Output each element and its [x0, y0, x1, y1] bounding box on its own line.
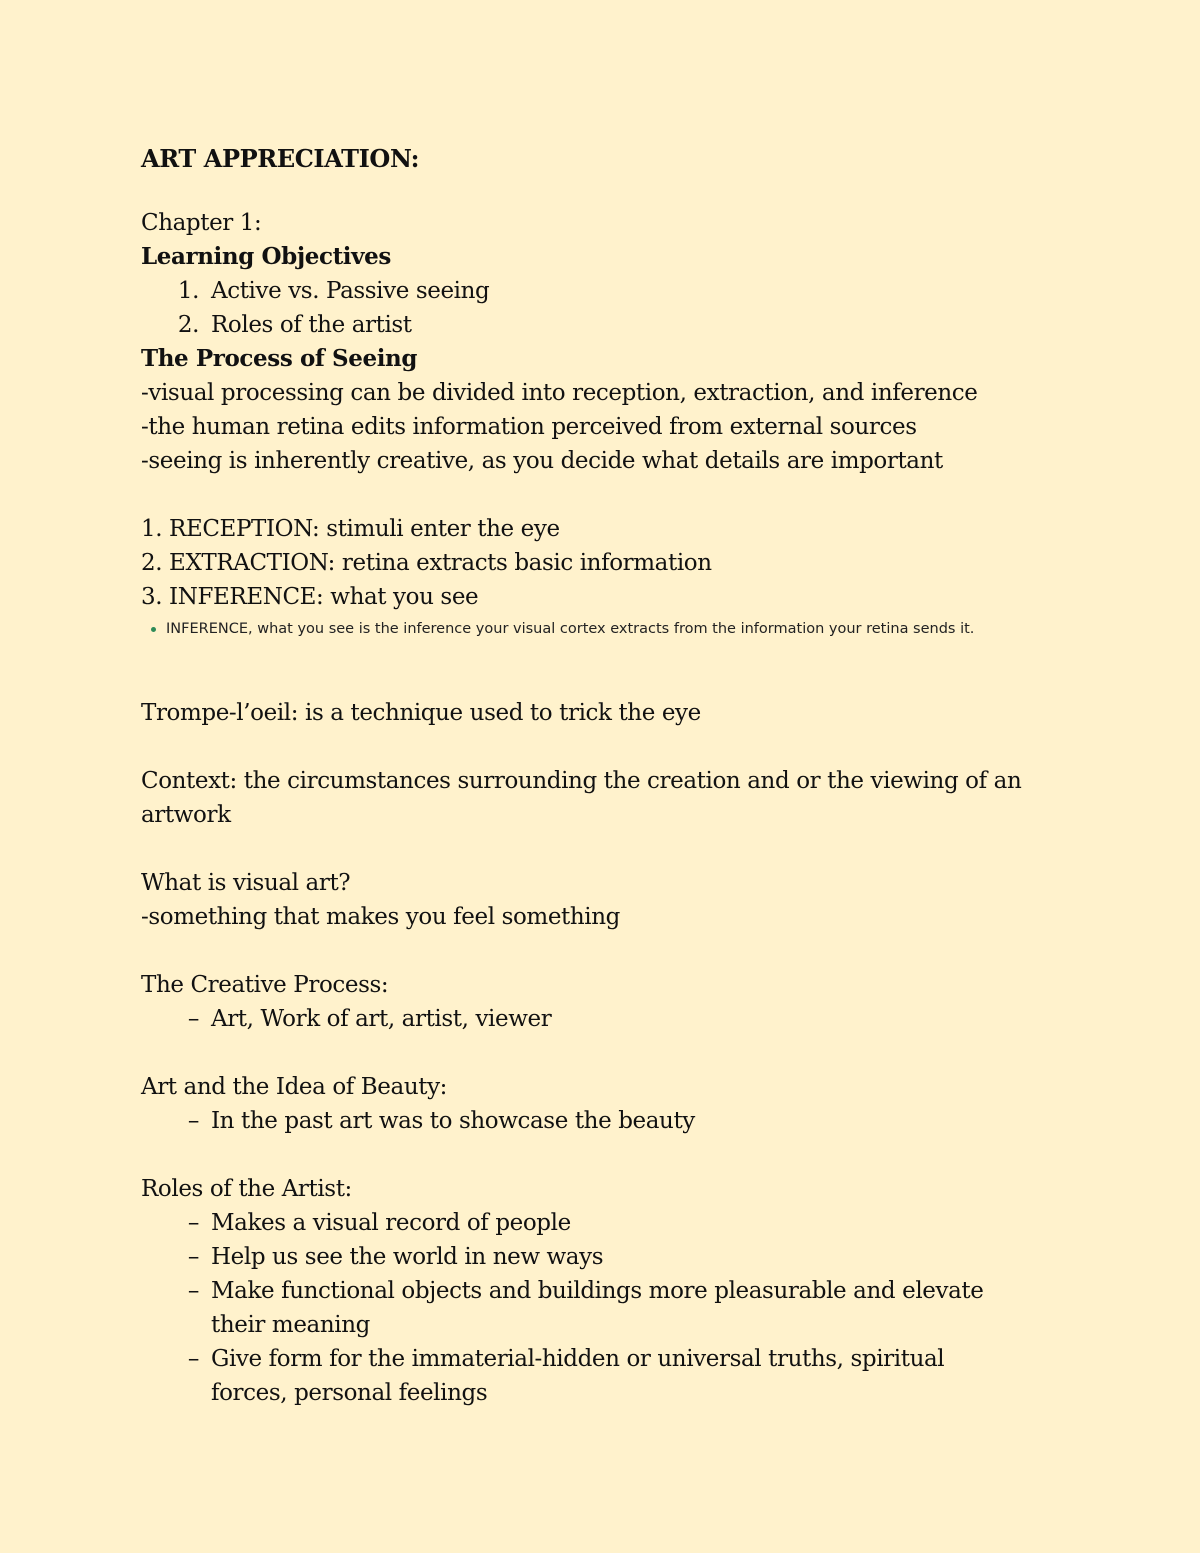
dash-marker: – — [187, 1278, 199, 1304]
objective-item — [141, 308, 1061, 342]
role-item-text: Give form for the immaterial-hidden or universal truths, spiritual forces, personal feelings — [211, 1346, 945, 1406]
stage-item: 3. INFERENCE: what you see — [141, 584, 479, 610]
role-item — [141, 1206, 1061, 1240]
dash-marker: – — [187, 1108, 199, 1134]
document-page — [141, 140, 1061, 1410]
spacer — [141, 644, 1061, 696]
visual-art-question: What is visual art? — [141, 870, 351, 896]
creative-item — [141, 1002, 1061, 1036]
spacer — [141, 832, 1061, 866]
bullet-icon — [151, 627, 156, 632]
creative-heading: The Creative Process: — [141, 972, 389, 998]
role-item — [141, 1342, 1001, 1410]
stage-item: 2. EXTRACTION: retina extracts basic information — [141, 550, 712, 576]
document-title: ART APPRECIATION: — [141, 144, 420, 173]
beauty-item-text: In the past art was to showcase the beauty — [211, 1108, 695, 1134]
spacer — [141, 730, 1061, 764]
spacer — [141, 178, 1061, 206]
process-heading: The Process of Seeing — [141, 345, 418, 372]
role-item-text: Help us see the world in new ways — [211, 1244, 604, 1270]
dash-marker: – — [187, 1210, 199, 1236]
spacer — [141, 478, 1061, 512]
beauty-heading: Art and the Idea of Beauty: — [141, 1074, 448, 1100]
creative-item-text: Art, Work of art, artist, viewer — [211, 1006, 552, 1032]
stage-note-text: INFERENCE, what you see is the inference your visual cortex extracts from the information your retina sends it. — [166, 621, 975, 637]
roles-heading: Roles of the Artist: — [141, 1176, 352, 1202]
chapter-label: Chapter 1: — [141, 210, 262, 236]
process-point: -the human retina edits information perceived from external sources — [141, 414, 917, 440]
dash-marker: – — [187, 1006, 199, 1032]
spacer — [141, 1036, 1061, 1070]
objective-text: Roles of the artist — [211, 312, 412, 338]
spacer — [141, 934, 1061, 968]
objective-item — [141, 274, 1061, 308]
stage-note — [151, 614, 1061, 644]
spacer — [141, 1138, 1061, 1172]
beauty-item — [141, 1104, 1061, 1138]
context-definition: Context: the circumstances surrounding the creation and or the viewing of an artwork — [141, 768, 1022, 828]
list-number: 1. — [177, 278, 199, 304]
stage-item: 1. RECEPTION: stimuli enter the eye — [141, 516, 560, 542]
role-item — [141, 1274, 1021, 1342]
dash-marker: – — [187, 1346, 199, 1372]
process-point: -seeing is inherently creative, as you decide what details are important — [141, 448, 943, 474]
role-item — [141, 1240, 1061, 1274]
dash-marker: – — [187, 1244, 199, 1270]
process-point: -visual processing can be divided into reception, extraction, and inference — [141, 380, 978, 406]
objectives-heading: Learning Objectives — [141, 243, 391, 270]
list-number: 2. — [177, 312, 199, 338]
trompe-definition: Trompe-l’oeil: is a technique used to trick the eye — [141, 700, 701, 726]
role-item-text: Makes a visual record of people — [211, 1210, 571, 1236]
role-item-text: Make functional objects and buildings more pleasurable and elevate their meaning — [211, 1278, 984, 1338]
objective-text: Active vs. Passive seeing — [211, 278, 490, 304]
visual-art-answer: -something that makes you feel something — [141, 904, 620, 930]
